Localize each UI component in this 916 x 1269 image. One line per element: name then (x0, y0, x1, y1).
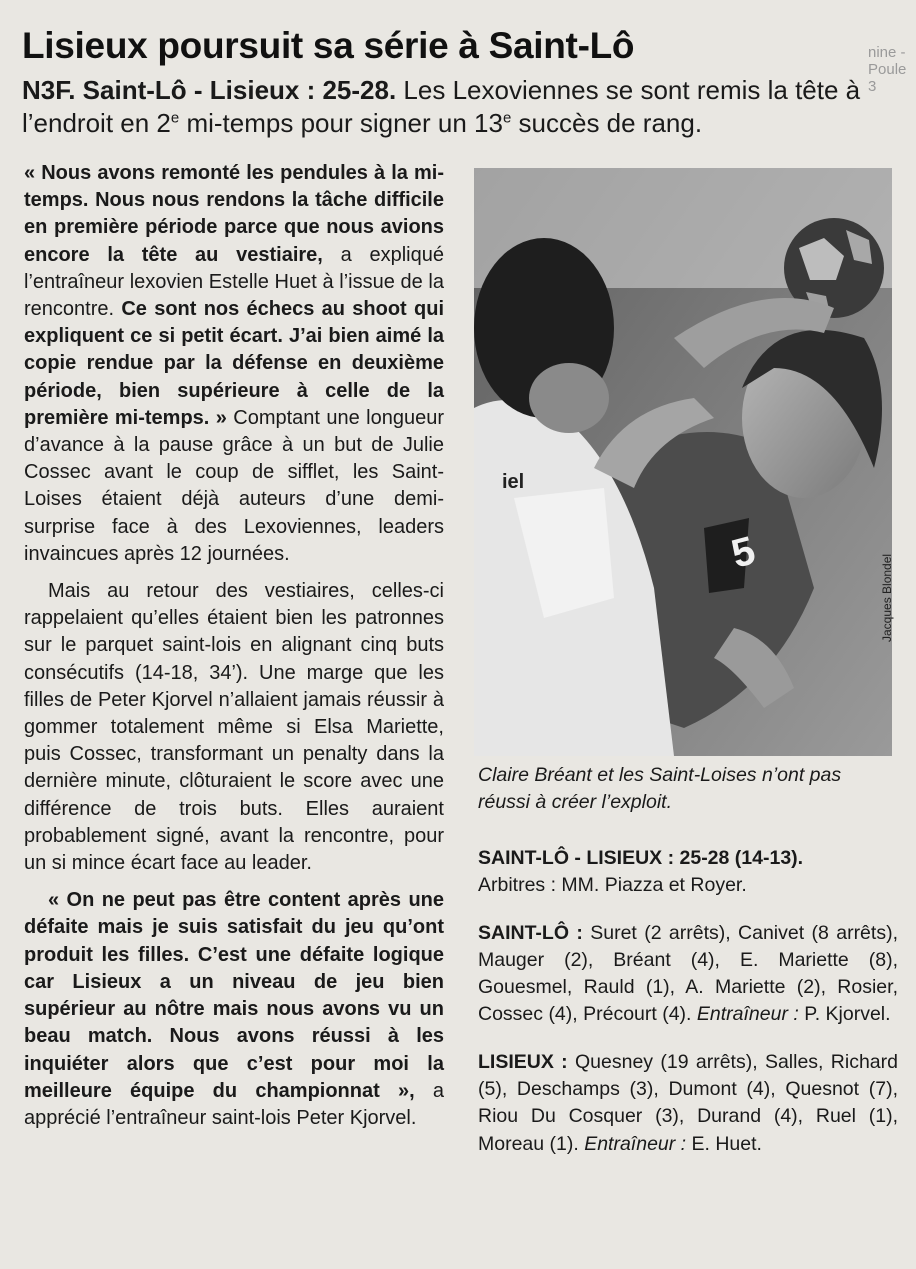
team-label: SAINT-LÔ : (478, 921, 583, 944)
body-text: Comptant une longueur d’avance à la pause grâce à un but de Julie Cossec avant le coup de sifflet, les Saint-Loises étaient déjà auteurs d’une demi-surprise face à des Lexoviennes, leaders invaincues après 12 journées. (24, 406, 444, 565)
coach-label: Entraîneur : (696, 1003, 799, 1026)
coach-quote: « Nous avons remonté les pendules à la mi-temps. Nous nous rendons la tâche difficile en première période parce que nous avions encore la tête au vestiaire, (24, 162, 444, 266)
coach-quote: « On ne peut pas être content après une défaite mais je suis satisfait du jeu qu’ont produit les filles. C’est une défaite logique car Lisieux a un niveau de jeu bien supérieur au nôtre mais nous avons vu un beau match. Nous avons réussi à les inquiéter alors que c’est pour moi la meilleure équipe du championnat », (24, 889, 444, 1102)
team-players: Suret (2 arrêts), Canivet (8 arrêts), Mauger (2), Bréant (4), E. Mariette (8), Gouesmel, Rauld (1), A. Mariette (2), Rosier, Cossec (4), Précourt (4). (478, 921, 898, 1026)
standfirst-match-line: N3F. Saint-Lô - Lisieux : 25-28. (22, 75, 397, 105)
match-photo (474, 168, 892, 756)
body-paragraph-1 (24, 160, 444, 568)
standfirst-superscript: e (170, 109, 180, 127)
standfirst-text: Les Lexoviennes se sont remis la tête à l’endroit en 2 (22, 75, 861, 138)
article-body (24, 160, 444, 1132)
match-sheet (478, 845, 898, 1158)
body-paragraph-3 (24, 887, 444, 1132)
standfirst-superscript: e (502, 109, 512, 127)
article-standfirst (22, 74, 902, 140)
jersey-sponsor-text: iel (502, 471, 525, 493)
bleed-through-text: nine - Poule 3 (868, 44, 907, 95)
team-label: LISIEUX : (478, 1050, 568, 1073)
photo-caption: Claire Bréant et les Saint-Loises n’ont pas réussi à créer l’exploit. (478, 764, 842, 813)
referees-line: Arbitres : MM. Piazza et Royer. (478, 874, 747, 897)
coach-name: E. Huet. (686, 1132, 762, 1155)
body-text: a expliqué l’entraîneur lexovien Estelle Huet à l’issue de la rencontre. (24, 243, 444, 321)
jersey-number: 5 (726, 528, 760, 577)
standfirst-text: mi-temps pour signer un 13 (179, 108, 503, 138)
score-line-text: SAINT-LÔ - LISIEUX : 25-28 (14-13). (478, 847, 804, 869)
photo-credit: Jacques Blondel (880, 553, 894, 642)
coach-label: Entraîneur : (584, 1132, 687, 1155)
team-players: Quesney (19 arrêts), Salles, Richard (5), Deschamps (3), Dumont (4), Quesnot (7), Riou Du Cosquer (3), Durand (4), Ruel (1), Moreau (1). (478, 1050, 898, 1155)
coach-quote: Ce sont nos échecs au shoot qui expliquent ce si petit écart. J’ai bien aimé la copie rendue par la défense en deuxième période, bien supérieure à celle de la première mi-temps. » (24, 298, 444, 429)
coach-name: P. Kjorvel. (798, 1003, 891, 1026)
body-text: a apprécié l’entraîneur saint-lois Peter Kjorvel. (24, 1079, 444, 1129)
article-headline: Lisieux poursuit sa série à Saint-Lô (22, 25, 635, 66)
team-saint-lo-lineup (478, 920, 898, 1029)
score-line (478, 845, 898, 872)
standfirst-text: succès de rang. (511, 108, 703, 138)
body-paragraph-2: Mais au retour des vestiaires, celles-ci rappelaient qu’elles étaient bien les patronnes sur le parquet saint-lois en alignant cinq buts consécutifs (14-18, 34’). Une marge que les filles de Peter Kjorvel n’allaient jamais réussir à gommer totalement même si Elsa Mariette, puis Cossec, transformant un penalty dans la dernière minute, clôturaient le score avec une différence de trois buts. Elles auraient probablement signé, avant la rencontre, pour un si mince écart face au leader. (24, 580, 444, 875)
team-lisieux-lineup (478, 1049, 898, 1158)
